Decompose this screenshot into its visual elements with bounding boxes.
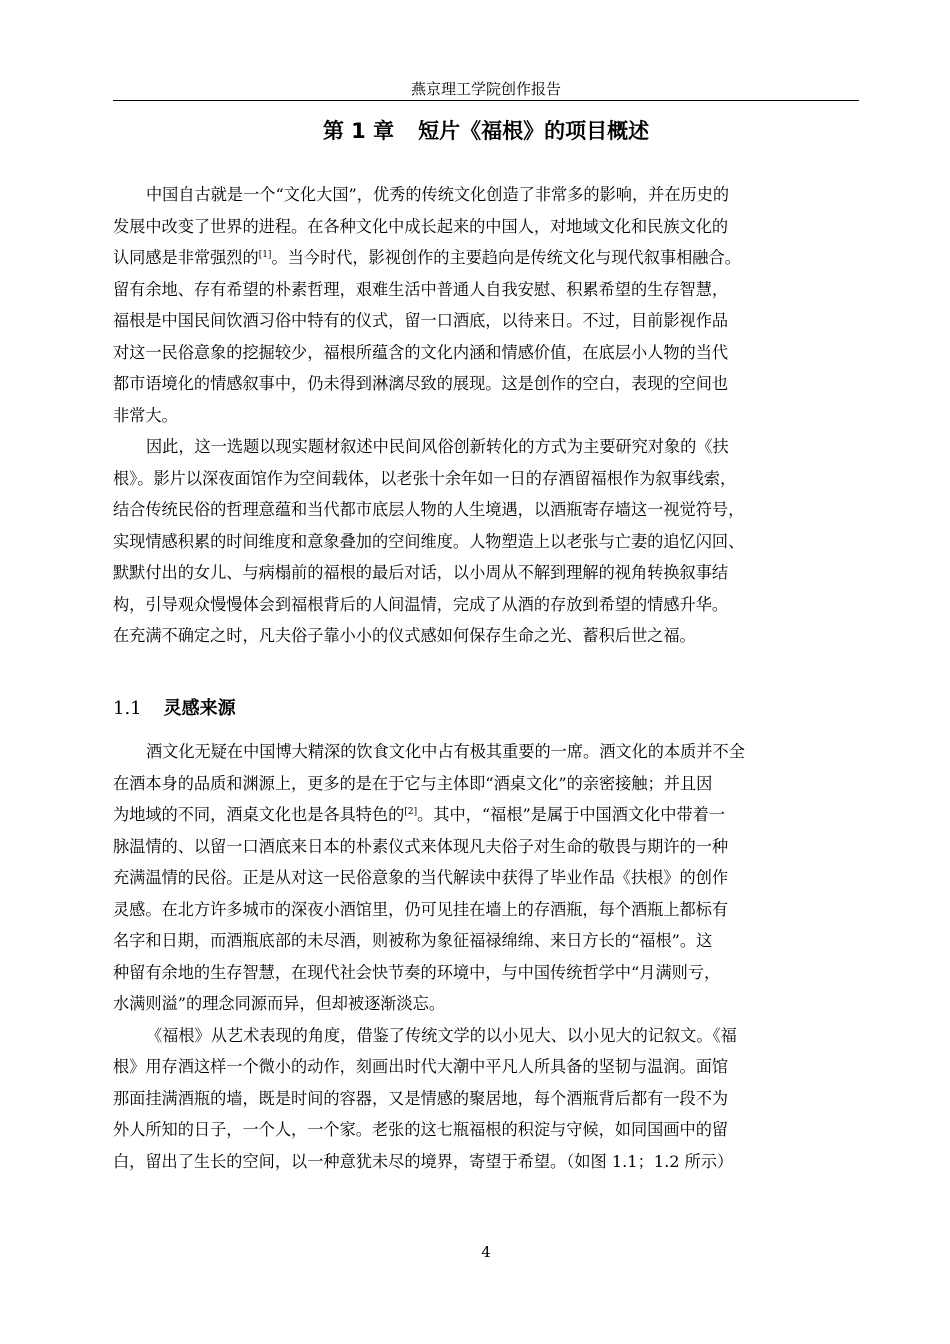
paragraph-line: 非常大。 (113, 405, 178, 425)
paragraph-line: 充满温情的民俗。正是从对这一民俗意象的当代解读中获得了毕业作品《扶根》的创作 (113, 868, 729, 887)
paragraph-line: 《福根》从艺术表现的角度，借鉴了传统文学的以小见大、以小见大的记叙文。《福 (146, 1025, 737, 1045)
paragraph-line: 水满则溢”的理念同源而异，但却被逐渐淡忘。 (113, 994, 446, 1013)
page-number: 4 (481, 1243, 491, 1261)
paragraph-line: 酒文化无疑在中国博大精深的饮食文化中占有极其重要的一席。酒文化的本质并不全 (146, 742, 745, 761)
paragraph-line: 脉温情的、以留一口酒底来日本的朴素仪式来体现凡夫俗子对生命的敬畏与期许的一种 (113, 836, 729, 856)
paragraph-line: 灵感。在北方许多城市的深夜小酒馆里，仍可见挂在墙上的存酒瓶，每个酒瓶上都标有 (113, 899, 729, 919)
paragraph-line: 实现情感积累的时间维度和意象叠加的空间维度。人物塑造上以老张与亡妻的追忆闪回、 (113, 531, 745, 551)
header-rule (113, 100, 859, 101)
paragraph-line: 那面挂满酒瓶的墙，既是时间的容器，又是情感的聚居地，每个酒瓶背后都有一段不为 (113, 1088, 729, 1108)
citation-1: [1] (258, 250, 272, 260)
section-title: 灵感来源 (163, 698, 236, 719)
paragraph-line: 对这一民俗意象的挖掘较少，福根所蕴含的文化内涵和情感价值，在底层小人物的当代 (113, 342, 729, 362)
paragraph-line: 种留有余地的生存智慧，在现代社会快节奏的环境中，与中国传统哲学中“月满则亏， (113, 962, 721, 982)
paragraph-line: 结合传统民俗的哲理意蕴和当代都市底层人物的人生境遇，以酒瓶寄存墙这一视觉符号， (113, 500, 745, 519)
paragraph-line: 构，引导观众慢慢体会到福根背后的人间温情，完成了从酒的存放到希望的情感升华。 (113, 594, 729, 614)
paragraph-line: 认同感是非常强烈的[1]。当今时代，影视创作的主要趋向是传统文化与现代叙事相融合。 (113, 248, 741, 267)
chapter-heading (113, 116, 859, 146)
citation-2: [2] (404, 807, 418, 817)
section-number: 1.1 (113, 698, 142, 719)
chapter-title: 短片《福根》的项目概述 (418, 119, 650, 143)
paragraph-line: 根》。影片以深夜面馆作为空间载体，以老张十余年如一日的存酒留福根作为叙事线索， (113, 468, 737, 488)
paragraph-line: 在酒本身的品质和渊源上，更多的是在于它与主体即“酒桌文化”的亲密接触；并且因 (113, 773, 713, 793)
paragraph-line: 发展中改变了世界的进程。在各种文化中成长起来的中国人，对地域文化和民族文化的 (113, 216, 729, 236)
paragraph-line: 根》用存酒这样一个微小的动作，刻画出时代大潮中平凡人所具备的坚韧与温润。面馆 (113, 1057, 729, 1076)
intro-text (113, 179, 859, 652)
paragraph-line: 因此，这一选题以现实题材叙述中民间风俗创新转化的方式为主要研究对象的《扶 (146, 437, 729, 456)
paragraph-line: 留有余地、存有希望的朴素哲理，艰难生活中普通人自我安慰、积累希望的生存智慧， (113, 279, 729, 299)
section-heading (113, 697, 236, 721)
paragraph-line: 在充满不确定之时，凡夫俗子靠小小的仪式感如何保存生命之光、蓄积后世之福。 (113, 626, 696, 645)
paragraph-line: 中国自古就是一个“文化大国”，优秀的传统文化创造了非常多的影响，并在历史的 (146, 185, 730, 204)
paragraph-line: 外人所知的日子，一个人，一个家。老张的这七瓶福根的积淀与守候，如同国画中的留 (113, 1120, 729, 1139)
paragraph-line: 为地域的不同，酒桌文化也是各具特色的[2]。其中，“福根”是属于中国酒文化中带着一 (113, 805, 726, 824)
paragraph-line: 名字和日期，而酒瓶底部的未尽酒，则被称为象征福禄绵绵、来日方长的“福根”。这 (113, 931, 713, 950)
running-header: 燕京理工学院创作报告 (410, 80, 561, 98)
paragraph-line: 福根是中国民间饮酒习俗中特有的仪式，留一口酒底，以待来日。不过，目前影视作品 (113, 311, 729, 330)
chapter-number: 第 1 章 (322, 119, 395, 143)
paragraph-line: 都市语境化的情感叙事中，仍未得到淋漓尽致的展现。这是创作的空白，表现的空间也 (113, 374, 729, 393)
paragraph-line: 白，留出了生长的空间，以一种意犹未尽的境界，寄望于希望。（如图 1.1；1.2 所示） (113, 1151, 734, 1171)
paragraph-line: 默默付出的女儿、与病榻前的福根的最后对话，以小周从不解到理解的视角转换叙事结 (113, 563, 729, 582)
section-text (113, 736, 859, 1177)
